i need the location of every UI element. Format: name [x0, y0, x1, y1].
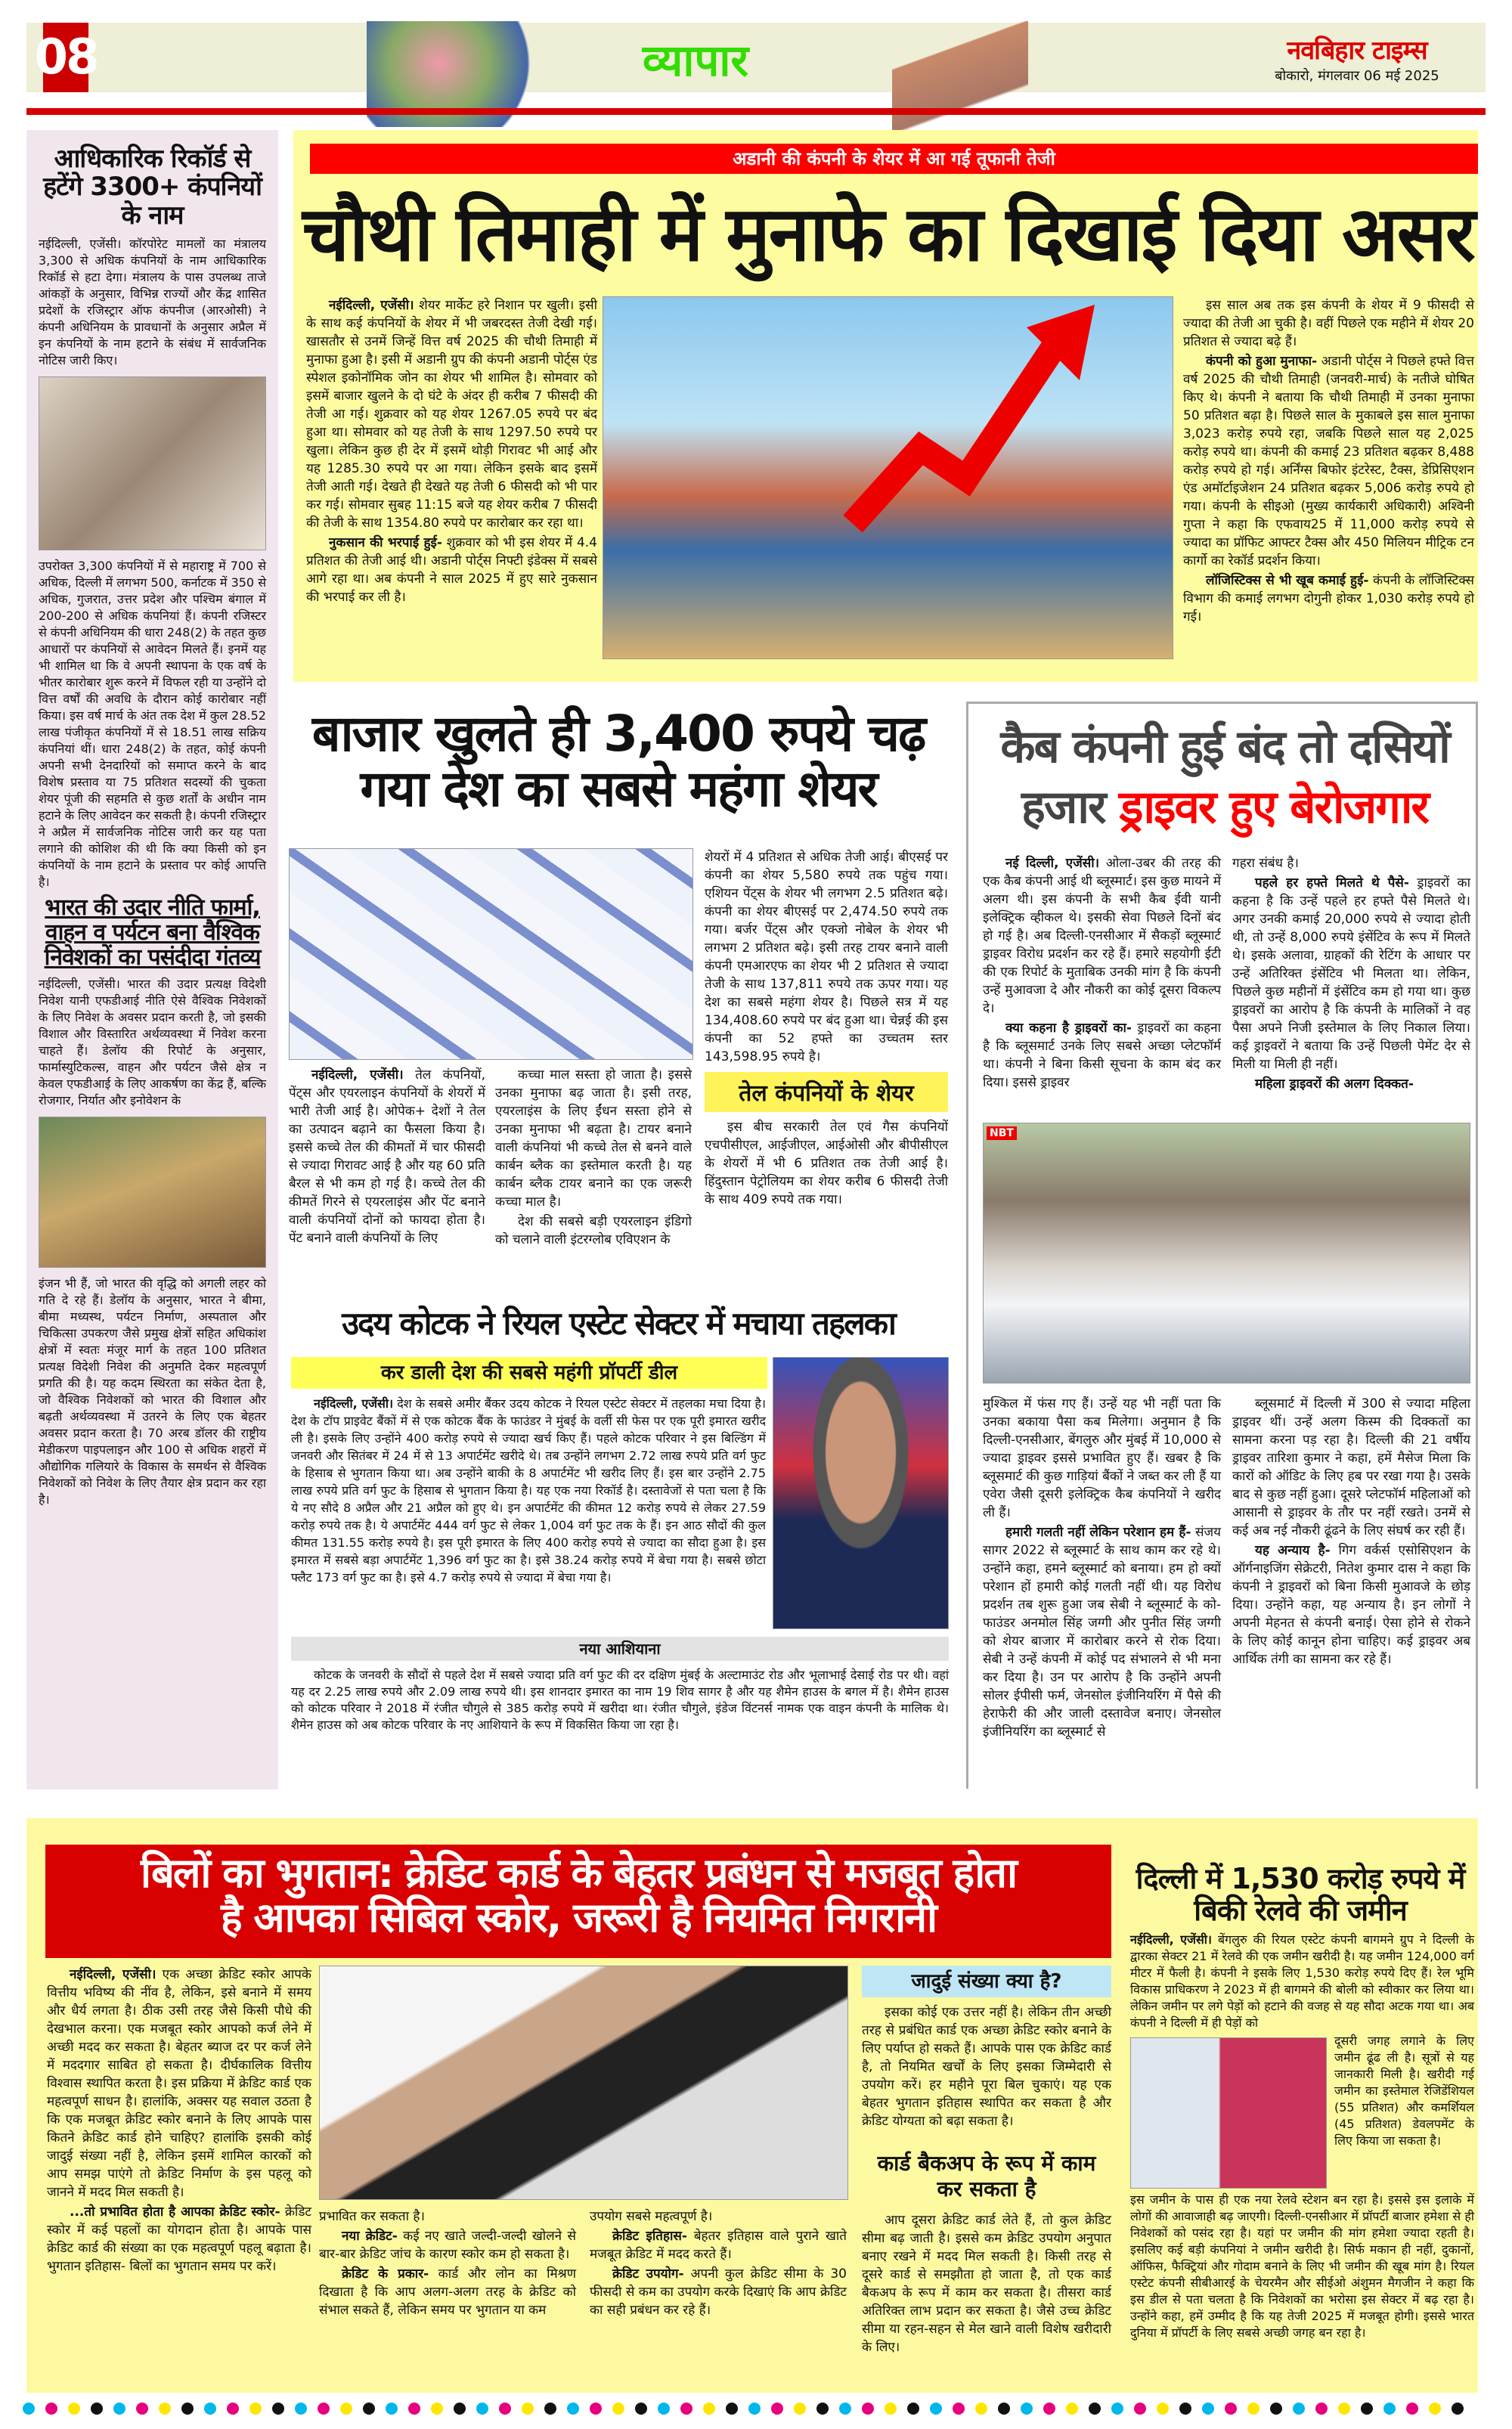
paragraph: [1183, 352, 1474, 570]
registration-dot: [1179, 2403, 1191, 2415]
paragraph: [1232, 874, 1470, 1074]
article-body: नईदिल्ली, एजेंसी। कॉरपोरेट मामलों का मंत्रालय 3,300 से अधिक कंपनियों के नाम आधिकारिक रिकॉर्ड से हटा देगा। मंत्रालय के पास उपलब्ध ताजे आंकड़ों के अनुसार, विभिन्न राज्यों और केंद्र शासित प्रदेशों के रजिस्ट्रार ऑफ कंपनीज (आरओसी) ने कंपनी अधिनियम के प्रावधानों के अनुसार अप्रैल में इन कंपनियों के नाम हटाने के संबंध में सार्वजनिक नोटिस जारी किए।: [39, 237, 266, 368]
paragraph: [306, 296, 597, 532]
paragraph: [47, 2203, 311, 2276]
article-body: उपरोक्त 3,300 कंपनियों में से महाराष्ट्र में 700 से अधिक, दिल्ली में लगभग 500, कर्नाटक में 350 से अधिक, गुजरात, उत्तर प्रदेश और पश्चिम बंगाल में 200-200 से अधिक कंपनियां हैं। कंपनी रजिस्टर से कंपनी अधिनियम की धारा 248(2) के तहत कुछ आधारों पर कंपनियों से आवेदन मिलते हैं। इनमें यह भी शामिल था कि वे अपनी स्थापना के एक वर्ष के भीतर कारोबार शुरू करने में विफल रही या उन्होंने दो वित्त वर्षों की अवधि के दौरान कोई कारोबार नहीं किया। इस वर्ष मार्च के अंत तक देश में कुल 28.52 लाख पंजीकृत कंपनियों में से 18.51 लाख सक्रिय कंपनियां थीं। धारा 248(2) के तहत, कोई कंपनी अपनी सभी देनदारियों को समाप्त करने के बाद विशेष प्रस्ताव या 75 प्रतिशत सदस्यों की चुकता शेयर पूंजी की सहमति से कुछ शर्तों के अधीन नाम हटाने के लिए आवेदन कर सकती है। कंपनी रजिस्ट्रार ने अप्रैल में सार्वजनिक नोटिस जारी कर यह पता लगाने की कोशिश की थी कि क्या किसी को इन कंपनियों के नाम हटाने के प्रस्ताव पर कोई आपत्ति है।: [39, 559, 267, 890]
para-lead: महिला ड्राइवरों की अलग दिक्कत-: [1255, 1077, 1414, 1092]
headline-line: है आपका सिबिल स्कोर, जरूरी है नियमित निगरानी: [220, 1894, 937, 1942]
registration-dot: [431, 2403, 443, 2415]
registration-dot: [1338, 2403, 1350, 2415]
top-story-headline: चौथी तिमाही में मुनाफे का दिखाई दिया असर: [302, 190, 1474, 278]
print-registration-dots: [23, 2403, 1489, 2419]
para-lead: नईदिल्ली, एजेंसी।: [329, 298, 414, 313]
registration-dot: [998, 2403, 1010, 2415]
magic-number-subheading: जादुई संख्या क्या है?: [862, 1966, 1111, 1997]
para-text: एक अच्छा क्रेडिट स्कोर आपके वित्तीय भविष्य की नींव है, लेकिन, इसे बनाने में समय और धैर्य लगता है। ठीक उसी तरह जैसे किसी पौधे की देखभाल करना। एक मजबूत स्कोर आपको कर्ज लेने में अच्छी मदद कर सकता है। बेहतर ब्याज दर पर कर्ज लेने में मददगार साबित हो सकता है। दीर्घकालिक वित्तीय विश्वास स्थापित करता है। इस प्रक्रिया में क्रेडिट कार्ड एक महत्वपूर्ण साधन है। हालांकि, अक्सर यह सवाल उठता है कि एक मजबूत क्रेडिट स्कोर बनाने के लिए आपके पास कितने क्रेडिट कार्ड होने चाहिए? हालांकि इसकी कोई जादुई संख्या नहीं है, लेकिन इसमें शामिल कारकों को आप समझ पाएंगे तो क्रेडिट निर्माण के इस पहलू को जानने में मदद मिल सकती है।: [47, 1967, 311, 2200]
registration-dot: [1429, 2403, 1441, 2415]
para-text: बेंगलुरु की रियल एस्टेट कंपनी बागमने ग्रुप ने दिल्ली के द्वारका सेक्टर 21 में रेलवे की एक जमीन खरीदी है। यह जमीन 124,000 वर्ग मीटर में फैली है। कंपनी ने इसके लिए 1,530 करोड़ रुपये दिए हैं। रेल भूमि विकास प्राधिकरण ने 2023 में ही बागमने की बोली को स्वीकार कर लिया था। लेकिन जमीन पर लगे पेड़ों को हटाने की वजह से यह सौदा अटक गया था। अब कंपनी ने दिल्ली में ही पेड़ों को: [1130, 1932, 1474, 2030]
registration-dot: [204, 2403, 216, 2415]
section-title: व्यापार: [642, 35, 749, 86]
registration-dot: [386, 2403, 398, 2415]
headline-line: बाजार खुलते ही 3,400 रुपये चढ़: [311, 705, 925, 763]
registration-dot: [249, 2403, 262, 2415]
headline-highlight: ड्राइवर हुए बेरोजगार: [1119, 781, 1428, 834]
registration-dot: [839, 2403, 851, 2415]
para-text: कंपनी के लॉजिस्टिक्स विभाग की कमाई लगभग दोगुनी होकर 1,030 करोड़ रुपये हो गई।: [1183, 573, 1474, 624]
left-column: [26, 130, 278, 1789]
para-lead: नईदिल्ली, एजेंसी।: [314, 1396, 394, 1411]
paragraph: [291, 1395, 766, 1586]
paragraph: [1232, 1075, 1470, 1093]
paragraph: [1183, 296, 1474, 351]
registration-dot: [476, 2403, 488, 2415]
registration-dot: [1066, 2403, 1078, 2415]
registration-dot: [522, 2403, 534, 2415]
page-number: 08: [43, 23, 88, 92]
registration-dot: [794, 2403, 806, 2415]
registration-dot: [136, 2403, 148, 2415]
paragraph: गहरा संबंध है।: [1232, 856, 1299, 871]
office-photo: [39, 376, 266, 550]
registration-dot: [816, 2403, 829, 2415]
para-lead: हमारी गलती नहीं लेकिन परेशान हम हैं-: [1005, 1525, 1191, 1540]
registration-dot: [1111, 2403, 1123, 2415]
paragraph: कोटक के जनवरी के सौदों से पहले देश में सबसे ज्यादा प्रति वर्ग फुट की दर दक्षिण मुंबई के अल्टामाउंट रोड और भूलाभाई देसाई रोड पर थी। वहां यह दर 2.25 लाख रुपये और 2.09 लाख रुपये थी। इस शानदार इमारत का नाम 19 शिव सागर है और यह शैमेन हाउस के बगल में है। शैमेन हाउस को कोटक परिवार ने 2018 में रंजीत चौगुले से 385 करोड़ रुपये में खरीदा था। रंजीत चौगुले, इंडेज विंटनर्स नामक एक वाइन कंपनी के मालिक थे। शैमेन हाउस को अब कोटक परिवार के नए आशियाने के रूप में विकसित किया जा रहा है।: [291, 1668, 949, 1732]
headline-line: बिलों का भुगतान: क्रेडिट कार्ड के बेहतर प्रबंधन से मजबूत होता: [141, 1849, 1016, 1897]
article-body: नईदिल्ली, एजेंसी। भारत की उदार प्रत्यक्ष विदेशी निवेश यानी एफडीआई नीति ऐसे वैश्विक निवेशकों के लिए निवेश के अवसर प्रदान करती है, जो इसकी विशाल और विस्तारित अर्थव्यवस्था में निवेश करना चाहते हैं। डेलॉय की रिपोर्ट के अनुसार, फार्मास्युटिकल्स, वाहन और पर्यटन जैसे क्षेत्र न केवल एफडीआई के लिए आकर्षण का केंद्र हैं, बल्कि रोजगार, निर्यात और इनोवेशन के: [39, 977, 266, 1108]
registration-dot: [907, 2403, 919, 2415]
photo-badge: NBT: [987, 1126, 1017, 1140]
registration-dot: [1247, 2403, 1259, 2415]
registration-dot: [1270, 2403, 1282, 2415]
para-text: कार्ड और लोन का मिश्रण दिखाता है कि आप अलग-अलग तरह के क्रेडिट को संभाल सकते हैं, लेकिन समय पर भुगतान या कम: [319, 2266, 576, 2318]
bazar-story-headline: [286, 707, 951, 816]
para-text: ओला-उबर की तरह की एक कैब कंपनी आई थी ब्लूस्मार्ट। इस कुछ मायने में अलग थी। इस कंपनी के सभी कैब ईवी यानी इलेक्ट्रिक व्हीकल थे। इसकी सेवा पिछले दिनों बंद हो गई है। अब दिल्ली-एनसीआर में सैकड़ों ब्लूस्मार्ट ड्राइवर विरोध प्रदर्शन कर रहे हैं। हमारे सहयोगी ईटी की एक रिपोर्ट के मुताबिक उनकी मांग है कि कंपनी उन्हें मुआवजा दे और नौकरी का कोई दूसरा विकल्प दे।: [983, 856, 1221, 1016]
registration-dot: [862, 2403, 874, 2415]
registration-dot: [318, 2403, 330, 2415]
registration-dot: [113, 2403, 125, 2415]
registration-dot: [590, 2403, 602, 2415]
rising-arrow-graphic: [603, 297, 1174, 660]
para-lead: क्या कहना है ड्राइवरों का-: [1005, 1021, 1132, 1036]
para-text: क्रेडिट स्कोर में कई पहलों का योगदान होता है। आपके पास क्रेडिट कार्ड की संख्या का एक महत्वपूर्ण पहलू बढ़ाता है। भुगतान इतिहास- बिलों का भुगतान समय पर करें।: [47, 2204, 311, 2274]
article-headline: भारत की उदार नीति फार्मा, वाहन व पर्यटन बना वैश्विक निवेशकों का पसंदीदा गंतव्य: [44, 894, 261, 971]
registration-dot: [340, 2403, 352, 2415]
paragraph: [590, 2265, 847, 2319]
registration-dot: [1089, 2403, 1101, 2415]
registration-dot: [1315, 2403, 1328, 2415]
para-lead: क्रेडिट के प्रकार-: [342, 2266, 429, 2282]
para-text: ड्राइवरों का कहना है कि उन्हें पहले हर हफ्ते पैसे मिलते थे। अगर उनकी कमाई 20,000 रुपये से ज्यादा होती थी, तो उन्हें 8,000 रुपये इंसेंटिव के रूप में मिलते थे। इसके अलावा, ग्राहकों की रेटिंग के आधार पर उन्हें अतिरिक्त इंसेंटिव भी मिलता था। लेकिन, पिछले कुछ महीनों में इंसेंटिव कम हो गया था। कुछ ड्राइवरों का आरोप है कि कंपनी के मालिकों ने वह पैसा अपने निजी इस्तेमाल के लिए निकाल लिया। कई ड्राइवरों ने बताया कि उन्हें पिछली पेमेंट देर से मिली या मिली ही नहीं।: [1232, 875, 1471, 1072]
para-lead: क्रेडिट इतिहास-: [612, 2229, 687, 2244]
top-story-column-3: [1183, 296, 1474, 627]
para-lead: नया क्रेडिट-: [342, 2229, 398, 2244]
para-lead: नईदिल्ली, एजेंसी।: [70, 1967, 156, 1982]
registration-dot: [1021, 2403, 1033, 2415]
para-lead: क्रेडिट उपयोग-: [612, 2266, 684, 2282]
paragraph: [319, 2265, 576, 2319]
registration-dot: [181, 2403, 194, 2415]
paragraph: [590, 2227, 847, 2263]
cab-drivers-protest-photo: [983, 1123, 1470, 1383]
para-text: संजय सागर 2022 से ब्लूस्मार्ट के साथ काम कर रहे थे। उन्होंने कहा, हमने ब्लूस्मार्ट को बनाया। हम हो क्यों परेशान हों हमारी कोई गलती नहीं थी। यह विरोध प्रदर्शन तब शुरू हुआ जब सेबी ने ब्लूस्मार्ट के को-फाउंडर अनमोल सिंह जग्गी और पुनीत सिंह जग्गी को शेयर बाजार में कारोबार करने से रोक दिया। सेबी ने उन्हें कंपनी में कोई पद संभालने से भी मना कर दिया है। उन पर आरोप है कि उन्होंने अपनी सोलर ईपीसी फर्म, जेनसोल इंजीनियरिंग में पैसे की हेराफेरी की और जाली दस्तावेज बनाए। जेनसोल इंजीनियरिंग का ब्लूस्मार्ट से: [983, 1525, 1221, 1740]
headline-part: हजार: [1021, 781, 1120, 834]
uday-kotak-photo: [773, 1357, 949, 1629]
registration-dot: [748, 2403, 761, 2415]
registration-dot: [408, 2403, 420, 2415]
top-story-headline-wrap: [302, 181, 1474, 287]
paragraph: [983, 1523, 1221, 1741]
bazar-column-1: [289, 1066, 485, 1249]
registration-dot: [635, 2403, 647, 2415]
registration-dot: [91, 2403, 103, 2415]
train-photo: [1130, 2037, 1327, 2189]
registration-dot: [930, 2403, 942, 2415]
registration-dot: [1157, 2403, 1169, 2415]
para-lead: कंपनी को हुआ मुनाफा-: [1206, 354, 1318, 369]
paragraph: [306, 534, 597, 606]
paragraph: [319, 2227, 576, 2263]
registration-dot: [658, 2403, 670, 2415]
para-text: बेहतर इतिहास वाले पुराने खाते मजबूत क्रेडिट में मदद करते हैं।: [590, 2229, 847, 2262]
registration-dot: [159, 2403, 171, 2415]
registration-dot: [1202, 2403, 1214, 2415]
registration-dot: [1452, 2403, 1464, 2415]
registration-dot: [885, 2403, 897, 2415]
new-home-subheading: नया आशियाना: [291, 1637, 949, 1661]
article-body: इंजन भी हैं, जो भारत की वृद्धि को अगली लहर को गति दे रहे हैं। डेलॉय के अनुसार, भारत ने बीमा, बीमा मध्यस्थ, पर्यटन निर्माण, अस्पताल और चिकित्सा उपकरण जैसे प्रमुख क्षेत्रों सहित अधिकांश क्षेत्रों में स्वतः मंजूर मार्ग के तहत 100 प्रतिशत प्रत्यक्ष विदेशी निवेश की अनुमति देकर महत्वपूर्ण प्रगति की है। यह कदम स्थिरता का संकेत देता है, जो वैश्विक निवेशकों को भारत की विशाल और बढ़ती अर्थव्यवस्था में उतरने के लिए एक बेहतर अवसर प्रदान करता है। 70 अरब डॉलर की राष्ट्रीय मेडीकरण पाइपलाइन और 100 से अधिक शहरों में औद्योगिक गलियारे के विकास के समर्थन से वैश्विक निवेशकों को निवेश के लिए तैयार क्षेत्र प्रदान कर रहा है।: [39, 1276, 266, 1507]
registration-dot: [1043, 2403, 1055, 2415]
bills-column-2: [319, 2207, 576, 2321]
paragraph: इस जमीन के पास ही एक नया रेलवे स्टेशन बन रहा है। इससे इस इलाके में लोगों की आवाजाही बढ़ जाएगी। दिल्ली-एनसीआर में प्रॉपर्टी बाजार हमेशा से ही निवेशकों को पसंद रहा है। यहां पर जमीन की मांग हमेशा ज्यादा रहती है। इसलिए कई बड़ी कंपनियां ने जमीन खरीदी है। सिर्फ मकान ही नहीं, दुकानों, ऑफिस, फैक्ट्रियां और गोदाम बनाने के लिए भी जमीन की खूब मांग है। रियल एस्टेट कंपनी सीबीआरई के चेयरमैन और सीईओ अंशुमन मैगजीन ने कहा कि इस डील से पता चलता है कि निवेशकों का भरोसा इस सेक्टर में बढ़ रहा है। उन्होंने कहा, हमें उम्मीद है कि यह तेजी 2025 में मजबूत होगी। इससे भारत दुनिया में प्रॉपर्टी के लिए सबसे अच्छी जगह बन रहा है।: [1130, 2192, 1474, 2340]
para-text: तेल कंपनियों, पेंट्स और एयरलाइन कंपनियों के शेयरों में भारी तेजी आई है। ओपेक+ देशों ने तेल का उत्पादन बढ़ाने का फैसला किया है। इससे कच्चे तेल की कीमतों में चार फीसदी से ज्यादा गिरावट आई है और यह 60 प्रति बैरल से भी कम हो गई है। कच्चे तेल की कीमतें गिरने से एयरलाइंस और पेंट बनाने वाली कंपनियों दोनों को फायदा होता है। पेंट बनाने वाली कंपनियों के लिए: [289, 1067, 485, 1246]
para-text: अडानी पोर्ट्स ने पिछले हफ्ते वित्त वर्ष 2025 की चौथी तिमाही (जनवरी-मार्च) के नतीजे घोषित किए थे। कंपनी ने बताया कि चौथी तिमाही में उनका मुनाफा 50 प्रतिशत बढ़ा है। पिछले साल के मुकाबले इस साल मुनाफा 3,023 करोड़ रुपये रहा, जबकि पिछले साल यह 2,025 करोड़ रुपये था। कंपनी की कमाई 23 प्रतिशत बढ़कर 8,488 करोड़ रुपये हो गई। अर्निंग्स बिफोर इंटरेस्ट, टैक्स, डेप्रिसिएशन एंड अमॉर्टाइजेशन 24 प्रतिशत बढ़कर 5,006 करोड़ रुपये हो गया। कंपनी के सीइओ (मुख्य कार्यकारी अधिकारी) अश्विनी गुप्ता ने कहा कि एफवाय25 में 11,000 करोड़ रुपये से ज्यादा का प्रॉफिट आफ्टर टैक्स और 450 मिलियन मीट्रिक टन कार्गो का रेकॉर्ड प्रदर्शन किया।: [1183, 354, 1474, 569]
paragraph: ब्लूसमार्ट में दिल्ली में 300 से ज्यादा महिला ड्राइवर थीं। उन्हें अलग किस्म की दिक्कतों का सामना करना पड़ रहा है। दिल्ली की 21 वर्षीय ड्राइवर तारिशा कुमार ने कहा, हमें मैसेज मिला कि कारों को ऑडिट के लिए हब पर रखा गया है। उसके बाद से कुछ नहीं हुआ। दूसरे प्लेटफॉर्म महिलाओं को आसानी से ड्राइवर के तौर पर नहीं रखते। उनमें से कई अब नई नौकरी ढूंढने के लिए संघर्ष कर रही हैं।: [1232, 1396, 1470, 1538]
registration-dot: [1134, 2403, 1146, 2415]
para-lead: यह अन्याय है-: [1255, 1543, 1331, 1558]
currency-notes-photo: [289, 848, 693, 1060]
oil-companies-subheading: तेल कंपनियों के शेयर: [705, 1072, 948, 1112]
registration-dot: [499, 2403, 511, 2415]
port-cranes-photo: [603, 296, 1173, 659]
para-lead: पहले हर हफ्ते मिलते थे पैसे-: [1255, 875, 1409, 891]
registration-dot: [454, 2403, 466, 2415]
bazar-column-3: [705, 848, 948, 1210]
para-lead: नईदिल्ली, एजेंसी।: [311, 1067, 404, 1083]
cab-column-2: [1232, 854, 1470, 1095]
paragraph: [983, 1019, 1221, 1092]
top-story-kicker: अडानी की कंपनी के शेयर में आ गई तूफानी तेजी: [310, 144, 1478, 174]
registration-dot: [45, 2403, 57, 2415]
paragraph: कच्चा माल सस्ता हो जाता है। इससे उनका मुनाफा बढ़ जाता है। इसी तरह, एयरलाइंस के लिए ईंधन सस्ता होने से उनका मुनाफा भी बढ़ता है। टायर बनाने वाली कंपनियां भी कच्चे तेल से बनने वाले कार्बन ब्लैक का इस्तेमाल करती है। यह कार्बन ब्लैक टायर बनाने का एक जरूरी कच्चा माल है।: [495, 1067, 692, 1210]
registration-dot: [1293, 2403, 1305, 2415]
registration-dot: [680, 2403, 692, 2415]
bills-column-3: [590, 2207, 847, 2321]
registration-dot: [363, 2403, 375, 2415]
para-text: ड्राइवरों का कहना है कि ब्लूसमार्ट उनके लिए सबसे अच्छा प्लेटफॉर्म था। कंपनी ने बिना किसी सूचना के काम बंद कर दिया। इससे ड्राइवर: [983, 1021, 1221, 1090]
cab-column-3: [983, 1395, 1221, 1743]
workers-photo: [39, 1117, 266, 1268]
registration-dot: [68, 2403, 80, 2415]
registration-dot: [1383, 2403, 1396, 2415]
para-lead: ...तो प्रभावित होता है आपका क्रेडिट स्कोर-: [70, 2204, 280, 2220]
para-text: देश के सबसे अमीर बैंकर उदय कोटक ने रियल एस्टेट सेक्टर में तहलका मचा दिया है। देश के टॉप प्राइवेट बैंकों में से एक कोटक बैंक के फाउंडर ने मुंबई के वर्ली सी फेस पर एक पूरी इमारत खरीद ली है। इसके लिए उन्होंने 400 करोड़ रुपये से ज्यादा खर्च किए हैं। पहले कोटक परिवार ने इस बिल्डिंग में जनवरी और सितंबर में 24 में से 13 अपार्टमेंट खरीदे थे। तब उन्होंने लगभग 2.72 लाख रुपये प्रति वर्ग फुट के हिसाब से भुगतान किया था। अब उन्होंने बाकी के 8 अपार्टमेंट भी खरीद लिए हैं। इस बार उन्होंने 2.75 लाख रुपये प्रति वर्ग फुट के हिसाब से भुगतान किया है। यह एक नया रिकॉर्ड है। दस्तावेजों से पता चला है कि ये नए सौदे 8 अप्रैल और 21 अप्रैल को हुए थे। इन अपार्टमेंट की कीमत 12 करोड़ रुपये से लेकर 27.59 करोड़ रुपये तक है। ये अपार्टमेंट 444 वर्ग फुट से लेकर 1,004 वर्ग फुट तक के हैं। इन आठ सौदों की कुल कीमत 131.55 करोड़ रुपये है। इस पूरी इमारत के लिए 400 करोड़ रुपये से ज्यादा का सौदा हुआ है। इस इमारत में सबसे बड़ा अपार्टमेंट 1,396 वर्ग फुट का है। इसे 38.24 करोड़ रुपये में बेचा गया है। सबसे छोटा फ्लैट 173 वर्ग फुट का है। इसे 4.7 करोड़ रुपये से ज्यादा में बेचा गया है।: [291, 1396, 766, 1585]
para-lead: नईदिल्ली, एजेंसी।: [1130, 1932, 1212, 1947]
paragraph: [983, 854, 1221, 1018]
cab-column-1: [983, 854, 1221, 1093]
para-text: शेयर मार्केट हरे निशान पर खुली। इसी के साथ कई कंपनियों के शेयर में भी जबरदस्त तेजी देखी गई। खासतौर से उनमें जिन्हें वित्त वर्ष 2025 की चौथी तिमाही में मुनाफा हुआ है। इसी में अडानी ग्रुप की कंपनी अडानी पोर्ट्स एंड स्पेशल इकोनॉमिक जोन का शेयर भी शामिल है। सोमवार को इसमें बाजार खुलने के दो घंटे के अंदर ही करीब 7 फीसदी की तेजी आ गई। शुक्रवार को यह शेयर 1267.05 रुपये पर बंद हुआ था। सोमवार को यह तेजी के साथ 1297.50 रुपये पर खुला। लेकिन कुछ ही देर में इसमें थोड़ी गिरावट भी आई और यह 1285.30 रुपये पर आ गया। लेकिन इसके बाद इसमें तेजी आती गई। देखते ही देखते यह तेजी 6 फीसदी को भी पार कर गई। सोमवार सुबह 11:15 बजे यह शेयर करीब 7 फीसदी की तेजी के साथ 1354.80 रुपये पर कारोबार कर रहा था।: [306, 298, 597, 531]
paragraph: [1130, 1932, 1474, 2031]
top-story-column-1: [306, 296, 597, 608]
bills-column-1: [47, 1966, 311, 2277]
para-lead: नुकसान की भरपाई हुई-: [329, 535, 442, 550]
card-backup-body: [862, 2211, 1111, 2358]
registration-dot: [1406, 2403, 1418, 2415]
article-headline: आधिकारिक रिकॉर्ड से हटेंगे 3300+ कंपनियों के नाम: [43, 144, 262, 231]
registration-dot: [567, 2403, 579, 2415]
para-text: शुक्रवार को भी इस शेयर में 4.4 प्रतिशत की तेजी आई थी। अडानी पोर्ट्स निफ्टी इंडेक्स में सबसे आगे रहा था। अब कंपनी ने साल 2025 में हुए सारे नुकसान की भरपाई कर ली है।: [306, 535, 597, 605]
cab-column-4: [1232, 1395, 1470, 1670]
registration-dot: [227, 2403, 239, 2415]
bills-story-headline: [45, 1845, 1111, 1958]
paragraph: [1232, 1541, 1470, 1668]
dateline: बोकारो, मंगलवार 06 मई 2025: [1275, 68, 1439, 84]
railway-land-body: [1130, 1932, 1474, 2343]
para-lead: नई दिल्ली, एजेंसी।: [1005, 856, 1100, 871]
para-text: इस साल अब तक इस कंपनी के शेयर में 9 फीसदी से ज्यादा की तेजी आ चुकी है। वहीं पिछले एक महीने में शेयर 20 प्रतिशत से ज्यादा बढ़े हैं।: [1183, 298, 1474, 349]
paragraph: दूसरी जगह लगाने के लिए जमीन ढूंढ ली है। सूत्रों से यह जानकारी मिली है। खरीदी गई जमीन का इस्तेमाल रेजिडेंशियल (55 प्रतिशत) और कमर्शियल (45 प्रतिशत) डेवलपमेंट के लिए किया जा सकता है।: [1334, 2034, 1474, 2148]
paragraph: [47, 1966, 311, 2201]
registration-dot: [726, 2403, 738, 2415]
bazar-column-2: [495, 1066, 692, 1250]
paragraph: इसका कोई एक उत्तर नहीं है। लेकिन तीन अच्छी तरह से प्रबंधित कार्ड एक अच्छा क्रेडिट स्कोर बनाने के लिए पर्याप्त हो सकते हैं। आपके पास एक क्रेडिट कार्ड है, तो नियमित खर्चों के लिए इसका जिम्मेदारी से उपयोग करें। हर महीने पूरा बिल चुकाएं। यह एक बेहतर भुगतान इतिहास स्थापित कर सकता है और क्रेडिट योग्यता को बढ़ा सकता है।: [862, 2005, 1111, 2129]
new-home-body: [291, 1667, 949, 1735]
cab-story-headline-line-1: कैब कंपनी हुई बंद तो दसियों: [1000, 720, 1449, 773]
paragraph: [289, 1066, 485, 1247]
para-text: अपनी कुल क्रेडिट सीमा के 30 फीसदी से कम का उपयोग करके दिखाएं कि आप क्रेडिट का सही प्रबंधन कर रहे हैं।: [590, 2266, 847, 2318]
masthead: [1255, 32, 1459, 85]
paragraph: उपयोग सबसे महत्वपूर्ण है।: [590, 2209, 713, 2224]
paragraph: [1183, 572, 1474, 626]
paragraph: देश की सबसे बड़ी एयरलाइन इंडिगो को चलाने वाली इंटरग्लोब एविएशन के: [495, 1214, 692, 1247]
paper-name: नवबिहार टाइम्स: [1287, 36, 1427, 66]
kotak-body: [291, 1395, 766, 1588]
registration-dot: [975, 2403, 987, 2415]
paragraph: मुश्किल में फंस गए हैं। उन्हें यह भी नहीं पता कि उनका बकाया पैसा कब मिलेगा। अनुमान है कि दिल्ली-एनसीआर, बेंगलुरु और मुंबई में 10,000 से ज्यादा ड्राइवर इससे प्रभावित हुए हैं। खबर है कि ब्लूसमार्ट की कुछ गाड़ियां बैंकों ने जब्त कर ली हैं या एवेरा जैसी दूसरी इलेक्ट्रिक कैब कंपनियों ने खरीद ली हैं।: [983, 1396, 1221, 1520]
registration-dot: [272, 2403, 284, 2415]
headline-line: गया देश का सबसे महंगा शेयर: [360, 759, 877, 818]
paragraph: आप दूसरा क्रेडिट कार्ड लेते हैं, तो कुल क्रेडिट सीमा बढ़ जाती है। इससे कम क्रेडिट उपयोग अनुपात बनाए रखने में मदद मिल सकती है। किसी तरह से दूसरे कार्ड से समझौता हो जाता है, तो एक कार्ड बैकअप के रूप में काम कर सकता है। तीसरा कार्ड अतिरिक्त लाभ प्रदान कर सकता है। जैसे उच्च क्रेडिट सीमा या रहन-सहन से मेल खाने वाली विशेष खरीदारी के लिए।: [862, 2213, 1111, 2355]
registration-dot: [544, 2403, 556, 2415]
para-text: गिग वर्कर्स एसोसिएशन के ऑर्गनाइजिंग सेक्रेटरी, नितेश कुमार दास ने कहा कि कंपनी ने ड्राइवरों को बिना किसी मुआवजे के छोड़ दिया। उन्होंने कहा, यह अन्याय है। इन लोगों ने अपनी मेहनत से कंपनी बनाई। ऐसा होने से रोकने के लिए कोई कानून होना चाहिए। कई ड्राइवर अब आर्थिक तंगी का सामना कर रहे हैं।: [1232, 1543, 1470, 1667]
paragraph: शेयरों में 4 प्रतिशत से अधिक तेजी आई। बीएसई पर कंपनी का शेयर 5,580 रुपये तक पहुंच गया। एशियन पेंट्स के शेयर भी लगभग 2.5 प्रतिशत बढ़े। कंपनी का शेयर बीएसई पर 2,474.50 रुपये तक गया। बर्जर पेंट्स और एक्जो नोबेल के शेयर भी लगभग 2 प्रतिशत बढ़े। इसी तरह टायर बनाने वाली कंपनी एमआरएफ का शेयर भी 2 प्रतिशत से ज्यादा तेजी के साथ 137,811 रुपये तक ऊपर गया। यह देश का सबसे महंगा शेयर है। पिछले सत्र में यह 134,408.60 रुपये पर बंद हुआ था। चेन्नई की इस कंपनी का 52 हफ्ते का उच्चतम स्तर 143,598.95 रुपये है।: [705, 850, 948, 1064]
paragraph: इस बीच सरकारी तेल एवं गैस कंपनियों एचपीसीएल, आईजीएल, आईओसी और बीपीसीएल के शेयरों में भी 6 प्रतिशत तक तेजी आई है। हिंदुस्तान पेट्रोलियम का शेयर करीब 6 फीसदी तेजी के साथ 409 रुपये तक गया।: [705, 1120, 948, 1207]
registration-dot: [953, 2403, 965, 2415]
registration-dot: [295, 2403, 307, 2415]
registration-dot: [1361, 2403, 1373, 2415]
paragraph: प्रभावित कर सकता है।: [319, 2209, 425, 2224]
registration-dot: [703, 2403, 715, 2415]
para-text: कई नए खाते जल्दी-जल्दी खोलने से बार-बार क्रेडिट जांच के कारण स्कोर कम हो सकता है।: [319, 2229, 576, 2262]
railway-land-headline: दिल्ली में 1,530 करोड़ रुपये में बिकी रेलवे की जमीन: [1136, 1862, 1465, 1927]
magic-number-body: [862, 2003, 1111, 2132]
registration-dot: [612, 2403, 624, 2415]
kotak-story-headline: उदय कोटक ने रियल एस्टेट सेक्टर में मचाया तहलका: [342, 1305, 895, 1342]
para-lead: लॉजिस्टिक्स से भी खूब कमाई हुई-: [1206, 573, 1369, 588]
credit-card-laptop-photo: [319, 1966, 848, 2200]
header-divider: [26, 108, 1486, 115]
kotak-story-subheading: कर डाली देश की सबसे महंगी प्रॉपर्टी डील: [291, 1357, 767, 1389]
cab-story-headline-line-2: [975, 782, 1474, 832]
registration-dot: [1225, 2403, 1237, 2415]
card-backup-subheading: कार्ड बैकअप के रूप में काम कर सकता है: [877, 2151, 1096, 2201]
registration-dot: [23, 2403, 35, 2415]
registration-dot: [771, 2403, 783, 2415]
